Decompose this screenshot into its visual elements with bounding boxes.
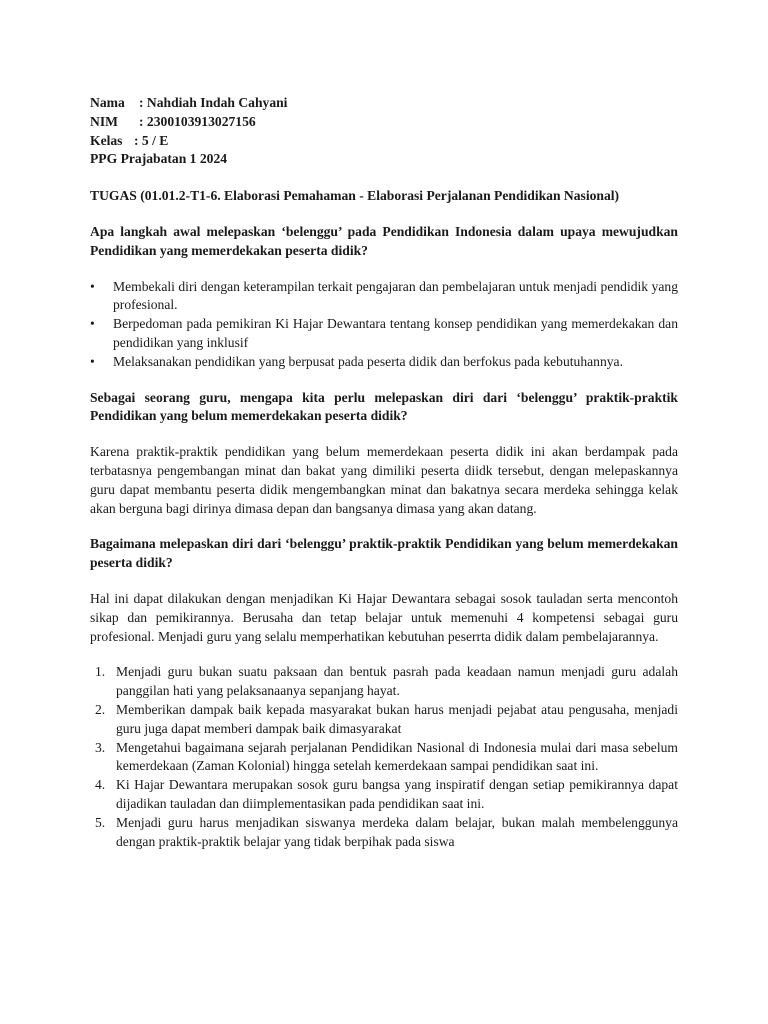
student-info — [90, 94, 678, 169]
list-item-text: Mengetahui bagaimana sejarah perjalanan Pendidikan Nasional di Indonesia mulai dari masa sebelum kemerdekaan (Zaman Kolonial) hingga setelah kemerdekaan sampai pendidikan saat ini. — [116, 739, 678, 774]
answer-1-list — [90, 278, 678, 372]
bullet-icon: • — [90, 278, 95, 294]
nim-label: NIM — [90, 113, 118, 129]
list-number: 4. — [95, 777, 106, 793]
task-title: TUGAS (01.01.2-T1-6. Elaborasi Pemahaman - Elaborasi Perjalanan Pendidikan Nasional) — [90, 188, 620, 204]
list-item — [90, 814, 678, 852]
nama-label: Nama — [90, 95, 125, 110]
list-number: 2. — [95, 701, 106, 717]
list-number: 5. — [95, 814, 106, 830]
list-item — [90, 701, 678, 739]
list-item — [90, 353, 678, 372]
list-item-text: Membekali diri dengan keterampilan terkait pengajaran dan pembelajaran untuk menjadi pendidik yang profesional. — [113, 278, 678, 313]
kelas-line — [90, 132, 678, 151]
nim-value: : 2300103913027156 — [139, 113, 256, 129]
program-line: PPG Prajabatan 1 2024 — [90, 151, 228, 167]
answer-2: Karena praktik-praktik pendidikan yang belum memerdekaan peserta didik ini akan berdampak pada terbatasnya pengembangan minat dan bakat yang dimiliki peserta diidk tersebut, dengan melepaskannya guru dapat membantu peserta didik mengembangkan minat dan bakatnya secara merdeka sehingga kelak akan berguna bagi dirinya dimasa depan dan bangsanya dimasa yang akan datang. — [90, 444, 678, 516]
nim-line — [90, 113, 678, 132]
list-item — [90, 776, 678, 814]
list-item-text: Ki Hajar Dewantara merupakan sosok guru bangsa yang inspiratif dengan setiap pemikirannya dapat dijadikan tauladan dan diimplementasikan pada pendidikan saat ini. — [116, 777, 678, 811]
bullet-icon: • — [90, 316, 95, 332]
question-3: Bagaimana melepaskan diri dari ‘belenggu’ praktik-praktik Pendidikan yang belum memerdekakan peserta didik? — [90, 536, 678, 571]
list-item — [90, 278, 678, 316]
nama-line — [90, 94, 678, 113]
bullet-icon: • — [90, 353, 95, 369]
answer-3-list — [90, 663, 678, 851]
kelas-label: Kelas — [90, 132, 123, 148]
list-item-text: Memberikan dampak baik kepada masyarakat bukan harus menjadi pejabat atau pengusaha, menjadi guru juga dapat memberi dampak baik dimasyarakat — [116, 701, 678, 736]
list-number: 3. — [95, 739, 106, 755]
list-item — [90, 739, 678, 777]
list-item-text: Melaksanakan pendidikan yang berpusat pada peserta didik dan berfokus pada kebutuhannya. — [113, 353, 623, 369]
list-item — [90, 315, 678, 353]
list-item-text: Berpedoman pada pemikiran Ki Hajar Dewantara tentang konsep pendidikan yang memerdekakan dan pendidikan yang inklusif — [113, 316, 678, 350]
list-number: 1. — [95, 664, 106, 680]
answer-3: Hal ini dapat dilakukan dengan menjadikan Ki Hajar Dewantara sebagai sosok tauladan serta mencontoh sikap dan pemikirannya. Berusaha dan tetap belajar untuk memenuhi 4 kompetensi sebagai guru profesional. Menjadi guru yang selalu memperhatikan kebutuhan peserrta didik dalam pembelajarannya. — [90, 590, 678, 644]
kelas-value: : 5 / E — [134, 132, 169, 148]
question-1: Apa langkah awal melepaskan ‘belenggu’ pada Pendidikan Indonesia dalam upaya mewujudkan Pendidikan yang memerdekakan peserta didik? — [90, 223, 678, 258]
nama-value: : Nahdiah Indah Cahyani — [139, 95, 288, 110]
list-item-text: Menjadi guru bukan suatu paksaan dan bentuk pasrah pada keadaan namun menjadi guru adalah panggilan hati yang pelaksanaanya sepanjang hayat. — [116, 664, 678, 699]
question-2: Sebagai seorang guru, mengapa kita perlu melepaskan diri dari ‘belenggu’ praktik-praktik Pendidikan yang belum memerdekakan peserta didik? — [90, 389, 678, 424]
list-item-text: Menjadi guru harus menjadikan siswanya merdeka dalam belajar, bukan malah membelenggunya dengan praktik-praktik belajar yang tidak berpihak pada siswa — [116, 814, 678, 849]
list-item — [90, 663, 678, 701]
